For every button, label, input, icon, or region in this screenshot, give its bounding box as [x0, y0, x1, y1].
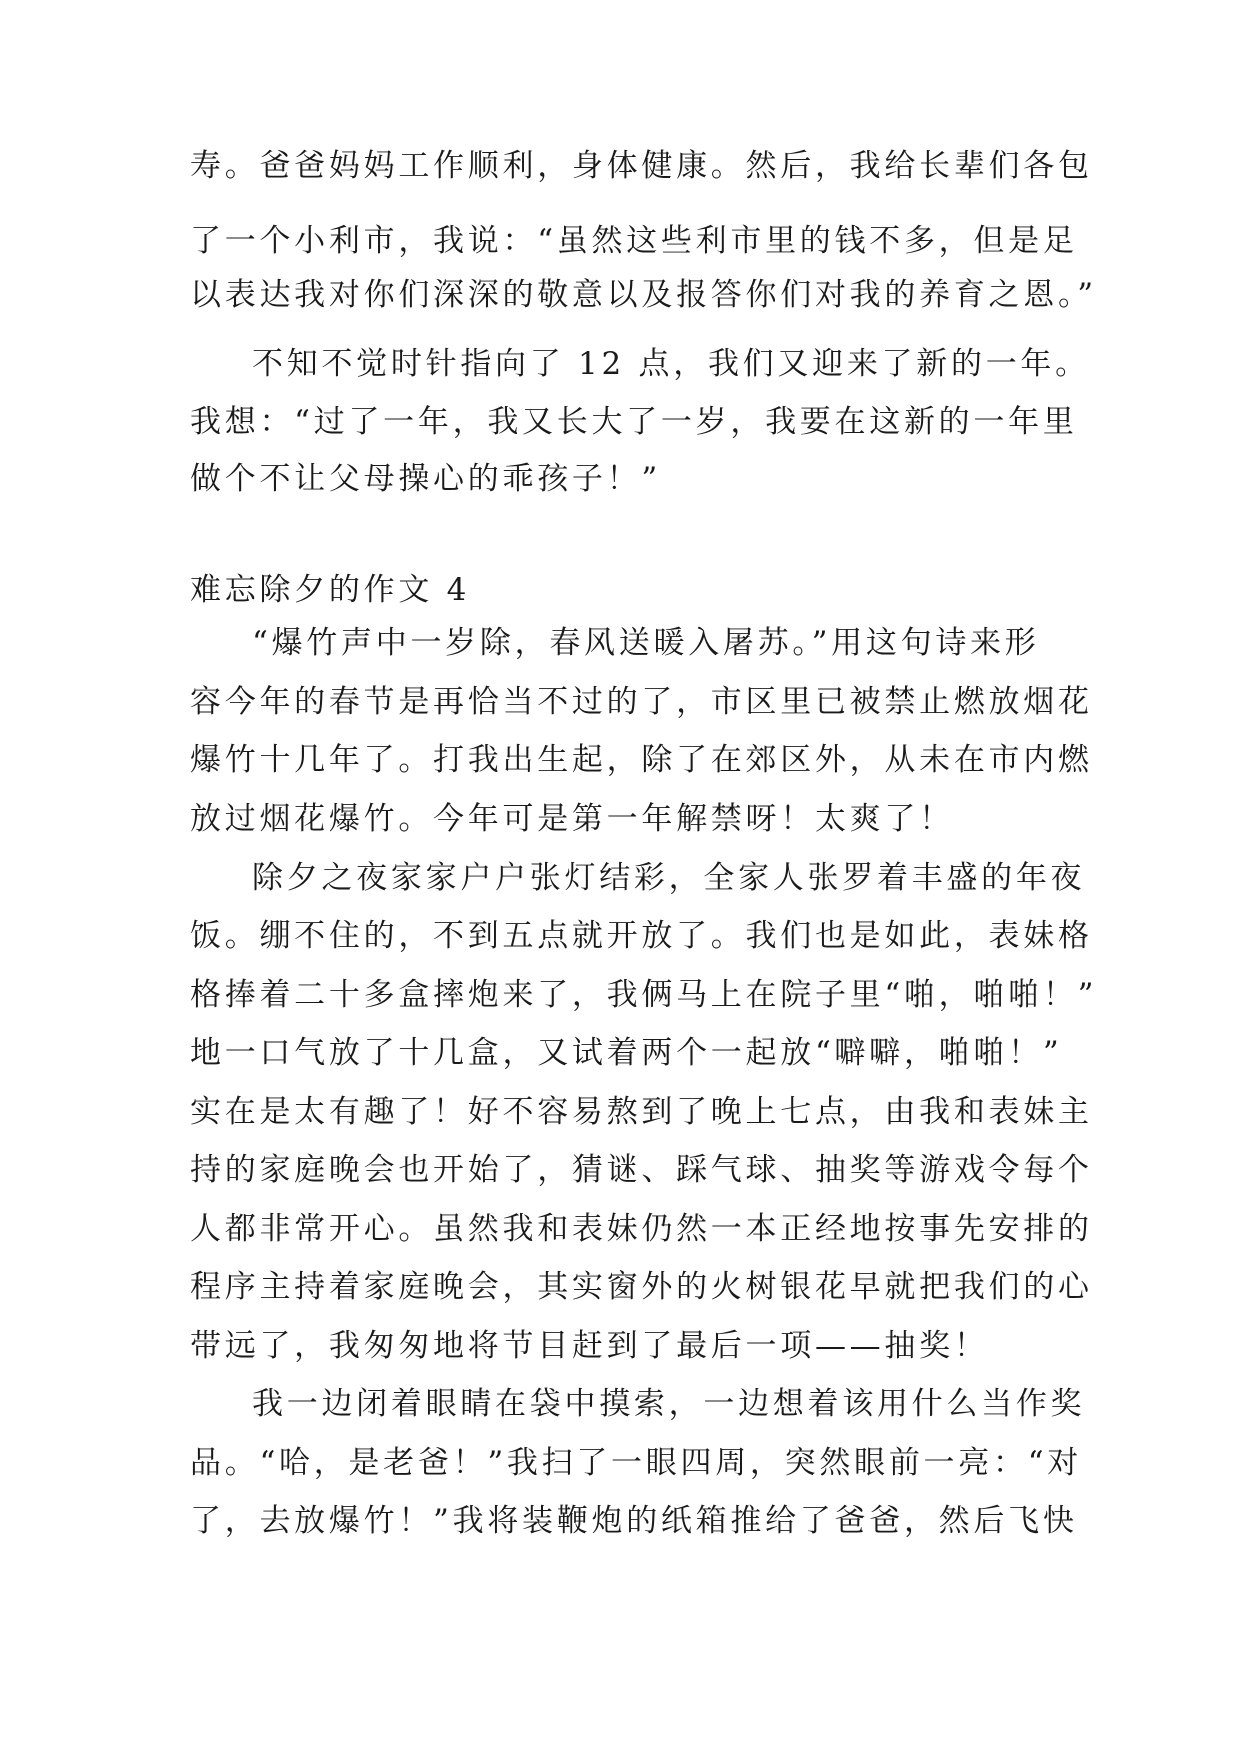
text-line: 爆竹十几年了。打我出生起，除了在郊区外，从未在市内燃 [190, 742, 1093, 778]
text-line: 除夕之夜家家户户张灯结彩，全家人张罗着丰盛的年夜 [252, 860, 1086, 896]
text-line: 地一口气放了十几盒，又试着两个一起放“噼噼，啪啪！” [190, 1035, 1063, 1071]
text-line: 了一个小利市，我说：“虽然这些利市里的钱不多，但是足 [190, 223, 1078, 259]
text-line: 以表达我对你们深深的敬意以及报答你们对我的养育之恩。” [190, 277, 1097, 313]
text-line: 放过烟花爆竹。今年可是第一年解禁呀！太爽了！ [190, 801, 954, 837]
text-line: 寿。爸爸妈妈工作顺利，身体健康。然后，我给长辈们各包 [190, 148, 1093, 184]
text-line: 带远了，我匆匆地将节目赶到了最后一项——抽奖！ [190, 1328, 989, 1364]
text-line: 了，去放爆竹！”我将装鞭炮的纸箱推给了爸爸，然后飞快 [190, 1503, 1078, 1539]
text-line: 饭。绷不住的，不到五点就开放了。我们也是如此，表妹格 [190, 918, 1093, 954]
text-line: 程序主持着家庭晚会，其实窗外的火树银花早就把我们的心 [190, 1269, 1093, 1305]
section-heading: 难忘除夕的作文 4 [190, 572, 471, 608]
text-line: 我想：“过了一年，我又长大了一岁，我要在这新的一年里 [190, 404, 1078, 440]
text-line: 容今年的春节是再恰当不过的了，市区里已被禁止燃放烟花 [190, 684, 1093, 720]
text-line: 品。“哈，是老爸！”我扫了一眼四周，突然眼前一亮：“对 [190, 1445, 1082, 1481]
text-line: 人都非常开心。虽然我和表妹仍然一本正经地按事先安排的 [190, 1211, 1093, 1247]
text-line: 做个不让父母操心的乖孩子！” [190, 461, 661, 497]
text-line: 我一边闭着眼睛在袋中摸索，一边想着该用什么当作奖 [252, 1386, 1086, 1422]
text-line: “爆竹声中一岁除，春风送暖入屠苏。”用这句诗来形 [252, 625, 1040, 661]
text-line: 不知不觉时针指向了 12 点，我们又迎来了新的一年。 [252, 346, 1090, 382]
text-line: 格捧着二十多盒摔炮来了，我俩马上在院子里“啪，啪啪！” [190, 977, 1098, 1013]
text-line: 持的家庭晚会也开始了，猜谜、踩气球、抽奖等游戏令每个 [190, 1152, 1093, 1188]
text-line: 实在是太有趣了！好不容易熬到了晚上七点，由我和表妹主 [190, 1094, 1093, 1130]
